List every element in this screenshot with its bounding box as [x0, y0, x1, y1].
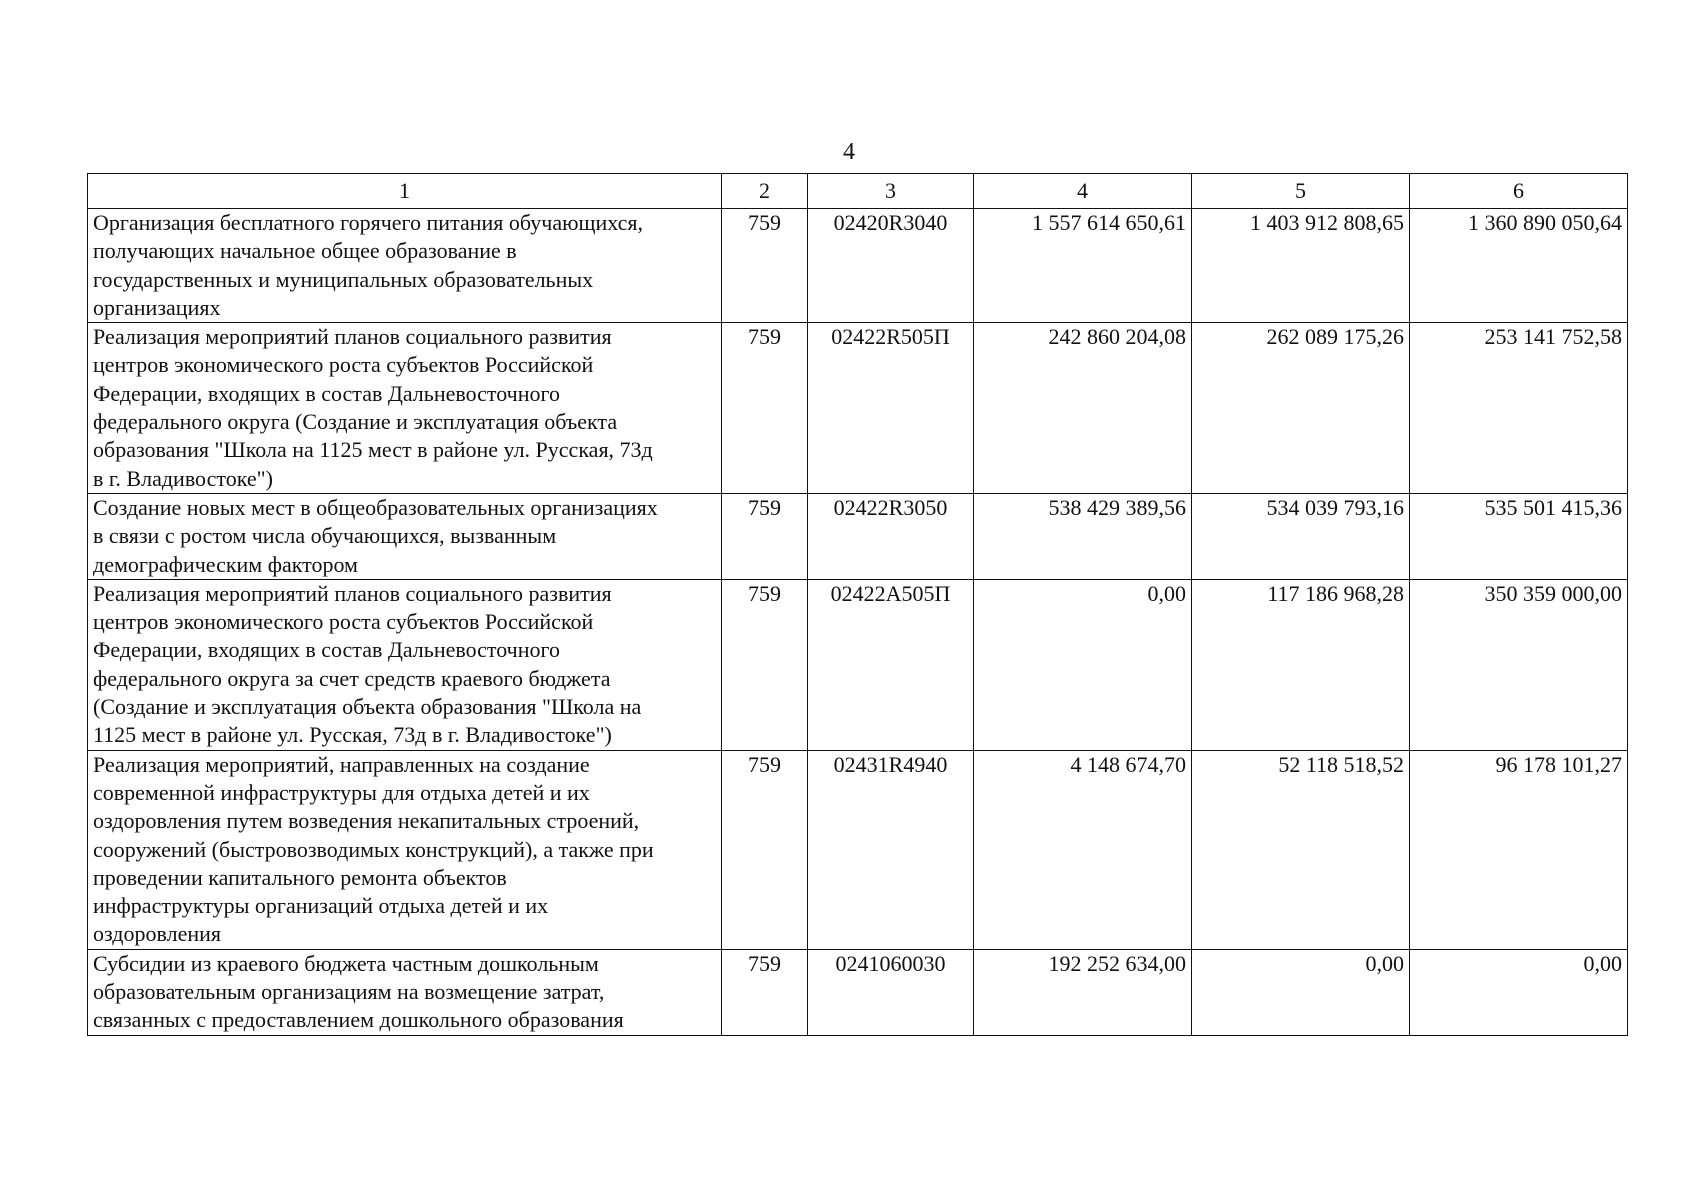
- column-header-6: 6: [1410, 174, 1628, 209]
- description-line: Организация бесплатного горячего питания обучающихся,: [93, 210, 643, 235]
- row-description: [88, 949, 722, 1035]
- description-line: получающих начальное общее образование в: [93, 238, 517, 264]
- amount-col4: 192 252 634,00: [974, 949, 1192, 1035]
- amount-col6: 350 359 000,00: [1410, 579, 1628, 750]
- amount-col4: 538 429 389,56: [974, 493, 1192, 579]
- page-number: 4: [843, 139, 855, 165]
- description-line: связанных с предоставлением дошкольного образования: [93, 1007, 624, 1033]
- table-row: [88, 579, 1628, 750]
- description-line: образования "Школа на 1125 мест в районе ул. Русская, 73д: [93, 437, 653, 463]
- grbs-code: 759: [722, 750, 808, 949]
- row-description: [88, 493, 722, 579]
- description-line: в г. Владивостоке"): [93, 465, 273, 491]
- column-header-5: 5: [1192, 174, 1410, 209]
- amount-col5: 534 039 793,16: [1192, 493, 1410, 579]
- target-article-code: 02422А505П: [808, 579, 974, 750]
- description-line: инфраструктуры организаций отдыха детей и их: [93, 893, 549, 919]
- grbs-code: 759: [722, 949, 808, 1035]
- row-description: [88, 209, 722, 323]
- table-row: [88, 209, 1628, 323]
- amount-col6: 96 178 101,27: [1410, 750, 1628, 949]
- column-header-4: 4: [974, 174, 1192, 209]
- table-row: [88, 750, 1628, 949]
- target-article-code: 02422R3050: [808, 493, 974, 579]
- row-description: [88, 323, 722, 494]
- description-line: Реализация мероприятий планов социального развития: [93, 324, 612, 350]
- description-line: центров экономического роста субъектов Российской: [93, 352, 594, 378]
- description-line: современной инфраструктуры для отдыха детей и их: [93, 779, 590, 805]
- description-line: Федерации, входящих в состав Дальневосточного: [93, 380, 560, 406]
- amount-col6: 253 141 752,58: [1410, 323, 1628, 494]
- column-header-3: 3: [808, 174, 974, 209]
- target-article-code: 02420R3040: [808, 209, 974, 323]
- target-article-code: 02422R505П: [808, 323, 974, 494]
- description-line: в связи с ростом числа обучающихся, вызванным: [93, 523, 557, 549]
- description-line: демографическим фактором: [93, 551, 358, 577]
- description-line: организациях: [93, 294, 221, 320]
- row-description: [88, 750, 722, 949]
- column-header-1: 1: [88, 174, 722, 209]
- amount-col6: 1 360 890 050,64: [1410, 209, 1628, 323]
- amount-col5: 1 403 912 808,65: [1192, 209, 1410, 323]
- grbs-code: 759: [722, 209, 808, 323]
- budget-table: [87, 173, 1628, 1036]
- description-line: Создание новых мест в общеобразовательных организациях: [93, 494, 658, 520]
- amount-col6: 535 501 415,36: [1410, 493, 1628, 579]
- row-description: [88, 579, 722, 750]
- amount-col4: 1 557 614 650,61: [974, 209, 1192, 323]
- description-line: оздоровления путем возведения некапитальных строений,: [93, 808, 640, 834]
- amount-col5: 0,00: [1192, 949, 1410, 1035]
- description-line: федерального округа (Создание и эксплуатация объекта: [93, 409, 618, 435]
- header-row: [88, 174, 1628, 209]
- description-line: Реализация мероприятий, направленных на создание: [93, 751, 590, 777]
- amount-col4: 0,00: [974, 579, 1192, 750]
- grbs-code: 759: [722, 579, 808, 750]
- description-line: образовательным организациям на возмещение затрат,: [93, 979, 605, 1005]
- description-line: 1125 мест в районе ул. Русская, 73д в г. Владивостоке"): [93, 722, 612, 748]
- amount-col4: 4 148 674,70: [974, 750, 1192, 949]
- table-row: [88, 493, 1628, 579]
- description-line: Субсидии из краевого бюджета частным дошкольным: [93, 950, 599, 976]
- table-row: [88, 323, 1628, 494]
- target-article-code: 0241060030: [808, 949, 974, 1035]
- column-header-2: 2: [722, 174, 808, 209]
- description-line: проведении капитального ремонта объектов: [93, 864, 507, 890]
- description-line: сооружений (быстровозводимых конструкций), а также при: [93, 836, 654, 862]
- amount-col4: 242 860 204,08: [974, 323, 1192, 494]
- amount-col5: 52 118 518,52: [1192, 750, 1410, 949]
- description-line: центров экономического роста субъектов Российской: [93, 609, 594, 635]
- description-line: Реализация мероприятий планов социального развития: [93, 580, 612, 606]
- amount-col5: 117 186 968,28: [1192, 579, 1410, 750]
- amount-col6: 0,00: [1410, 949, 1628, 1035]
- description-line: оздоровления: [93, 921, 221, 947]
- grbs-code: 759: [722, 493, 808, 579]
- table-row: [88, 949, 1628, 1035]
- description-line: федерального округа за счет средств краевого бюджета: [93, 665, 611, 691]
- target-article-code: 02431R4940: [808, 750, 974, 949]
- description-line: государственных и муниципальных образовательных: [93, 266, 594, 292]
- grbs-code: 759: [722, 323, 808, 494]
- amount-col5: 262 089 175,26: [1192, 323, 1410, 494]
- description-line: (Создание и эксплуатация объекта образования "Школа на: [93, 694, 642, 720]
- description-line: Федерации, входящих в состав Дальневосточного: [93, 637, 560, 663]
